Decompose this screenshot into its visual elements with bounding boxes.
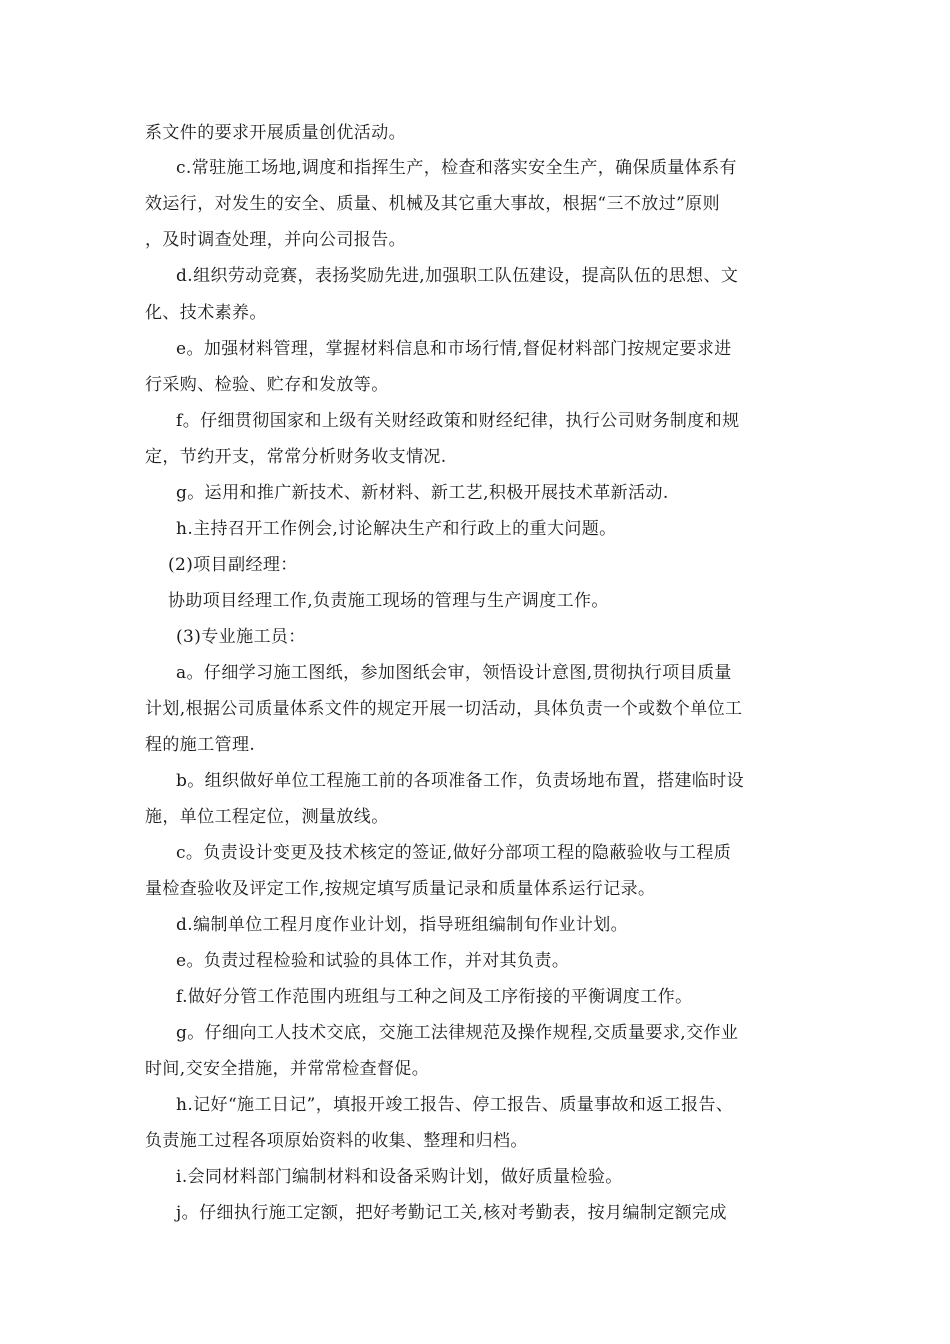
text-line: 施，单位工程定位，测量放线。 bbox=[145, 807, 389, 827]
section-heading: (2)项目副经理： bbox=[168, 555, 298, 575]
text-line: 负责施工过程各项原始资料的收集、整理和归档。 bbox=[145, 1131, 528, 1151]
text-line: i.会同材料部门编制材料和设备采购计划，做好质量检验。 bbox=[176, 1167, 623, 1187]
text-line: d.组织劳动竞赛，表扬奖励先进,加强职工队伍建设，提高队伍的思想、文 bbox=[176, 266, 739, 286]
text-line: h.记好“施工日记”，填报开竣工报告、停工报告、质量事故和返工报告、 bbox=[176, 1095, 734, 1115]
text-line: 协助项目经理工作,负责施工现场的管理与生产调度工作。 bbox=[168, 591, 609, 611]
text-line: c.常驻施工场地,调度和指挥生产，检查和落实安全生产，确保质量体系有 bbox=[176, 158, 737, 178]
text-line: d.编制单位工程月度作业计划，指导班组编制旬作业计划。 bbox=[176, 915, 629, 935]
text-line: e。负责过程检验和试验的具体工作，并对其负责。 bbox=[176, 951, 570, 971]
text-line: 时间,交安全措施，并常常检查督促。 bbox=[145, 1059, 430, 1079]
text-line: e。加强材料管理，掌握材料信息和市场行情,督促材料部门按规定要求进 bbox=[176, 339, 732, 359]
text-line: 定，节约开支，常常分析财务收支情况. bbox=[145, 447, 447, 467]
text-line: f。仔细贯彻国家和上级有关财经政策和财经纪律，执行公司财务制度和规 bbox=[176, 411, 740, 431]
section-heading: (3)专业施工员： bbox=[176, 627, 306, 647]
text-line: f.做好分管工作范围内班组与工种之间及工序衔接的平衡调度工作。 bbox=[176, 987, 693, 1007]
text-line: 化、技术素养。 bbox=[145, 303, 267, 323]
text-line: 系文件的要求开展质量创优活动。 bbox=[145, 123, 406, 143]
text-line: 行采购、检验、贮存和发放等。 bbox=[145, 375, 389, 395]
text-line: g。运用和推广新技术、新材料、新工艺,积极开展技术革新活动. bbox=[176, 483, 669, 503]
text-line: 程的施工管理. bbox=[145, 735, 256, 755]
text-line: 量检查验收及评定工作,按规定填写质量记录和质量体系运行记录。 bbox=[145, 879, 656, 899]
text-line: ，及时调查处理，并向公司报告。 bbox=[145, 230, 406, 250]
text-line: 计划,根据公司质量体系文件的规定开展一切活动，具体负责一个或数个单位工 bbox=[145, 699, 743, 719]
text-line: b。组织做好单位工程施工前的各项准备工作，负责场地布置，搭建临时设 bbox=[176, 771, 745, 791]
text-line: c。负责设计变更及技术核定的签证,做好分部项工程的隐蔽验收与工程质 bbox=[176, 843, 732, 863]
text-line: j。仔细执行施工定额，把好考勤记工关,核对考勤表，按月编制定额完成 bbox=[176, 1203, 727, 1223]
text-line: a。仔细学习施工图纸，参加图纸会审，领悟设计意图,贯彻执行项目质量 bbox=[176, 663, 732, 683]
text-line: h.主持召开工作例会,讨论解决生产和行政上的重大问题。 bbox=[176, 519, 617, 539]
text-line: g。仔细向工人技术交底，交施工法律规范及操作规程,交质量要求,交作业 bbox=[176, 1023, 739, 1043]
text-line: 效运行，对发生的安全、质量、机械及其它重大事故，根据“三不放过”原则 bbox=[145, 194, 720, 214]
